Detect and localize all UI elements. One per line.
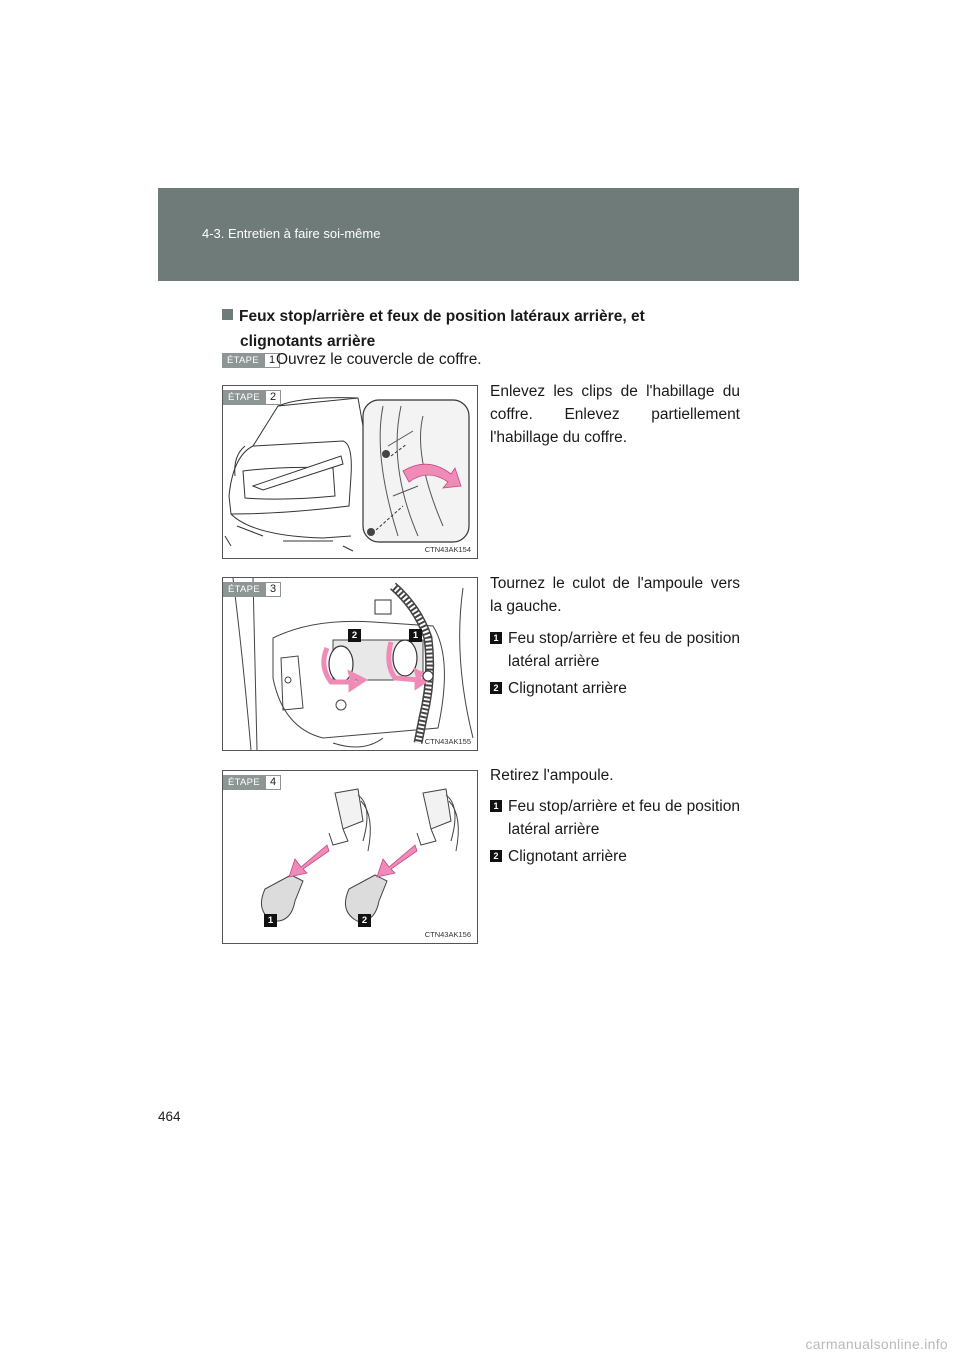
step-3-item-1 <box>490 627 740 673</box>
remove-arrow-icon <box>377 845 417 877</box>
callout-number-2: 2 <box>348 629 361 642</box>
step-label: ÉTAPE <box>223 582 265 597</box>
step-1-text: Ouvrez le couvercle de coffre. <box>276 351 482 368</box>
bulb-removal-illustration <box>223 771 477 943</box>
page-number: 464 <box>158 1109 181 1124</box>
step-number: 2 <box>265 390 281 405</box>
figure-step-4 <box>222 770 478 944</box>
step-4-badge <box>223 775 281 790</box>
step-4-item-2 <box>490 845 740 868</box>
step-label: ÉTAPE <box>222 353 264 368</box>
heading-square-icon <box>222 309 233 320</box>
step-label: ÉTAPE <box>223 390 265 405</box>
step-2-badge <box>223 390 281 405</box>
number-2-icon: 2 <box>490 682 502 694</box>
chapter-section-title: 4-3. Entretien à faire soi-même <box>202 226 381 241</box>
item-text: Feu stop/arrière et feu de position latéral arrière <box>508 798 740 838</box>
number-1-icon: 1 <box>490 632 502 644</box>
step-1-badge <box>222 353 280 368</box>
step-3-text: Tournez le culot de l'ampoule vers la gauche. <box>490 575 740 615</box>
step-4-item-1 <box>490 795 740 841</box>
callout-number-1: 1 <box>409 629 422 642</box>
figure-step-3 <box>222 577 478 751</box>
step-4-text: Retirez l'ampoule. <box>490 767 614 784</box>
step-number: 1 <box>264 353 280 368</box>
callout-number-1: 1 <box>264 914 277 927</box>
step-3-badge <box>223 582 281 597</box>
figure-code: CTN43AK154 <box>424 545 471 554</box>
item-text: Clignotant arrière <box>508 680 627 697</box>
figure-step-2 <box>222 385 478 559</box>
step-2-text: Enlevez les clips de l'habillage du coffre. Enlevez partiellement l'habillage du coffre. <box>490 383 740 446</box>
heading-line-1: Feux stop/arrière et feux de position latéraux arrière, et <box>239 308 645 325</box>
remove-arrow-icon <box>289 845 329 877</box>
figure-code: CTN43AK156 <box>424 930 471 939</box>
trunk-illustration <box>223 386 477 558</box>
bulb-socket-illustration <box>223 578 477 750</box>
callout-number-2: 2 <box>358 914 371 927</box>
item-text: Clignotant arrière <box>508 848 627 865</box>
watermark: carmanualsonline.info <box>805 1336 948 1352</box>
step-number: 4 <box>265 775 281 790</box>
number-1-icon: 1 <box>490 800 502 812</box>
item-text: Feu stop/arrière et feu de position latéral arrière <box>508 630 740 670</box>
chapter-header-band <box>158 188 799 281</box>
figure-code: CTN43AK155 <box>424 737 471 746</box>
step-3-item-2 <box>490 677 740 700</box>
step-number: 3 <box>265 582 281 597</box>
heading-line-2: clignotants arrière <box>240 333 376 350</box>
section-heading <box>222 304 740 354</box>
number-2-icon: 2 <box>490 850 502 862</box>
step-label: ÉTAPE <box>223 775 265 790</box>
